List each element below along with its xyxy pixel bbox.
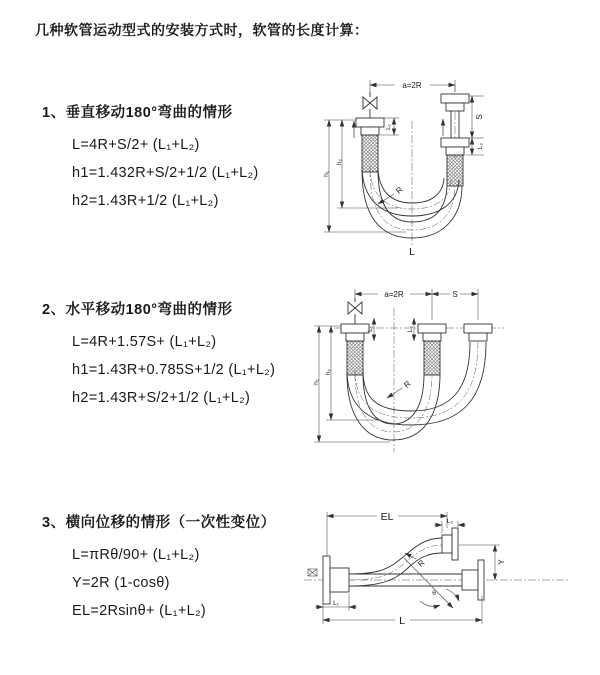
hose-u-bend-moved [347, 342, 486, 425]
svg-text:S: S [452, 290, 458, 299]
svg-text:h₂: h₂ [325, 368, 332, 376]
left-flange-fitting [341, 324, 369, 341]
dimension-a-2r [355, 288, 432, 320]
formula-h1: h1=1.432R+S/2+1/2 (L₁+L₂) [72, 165, 259, 181]
angle-theta [404, 558, 459, 608]
diagram-vertical-180-bend [310, 66, 565, 261]
svg-text:h₁: h₁ [313, 379, 320, 385]
hose-curved-position [349, 538, 442, 586]
middle-flange-fitting [418, 324, 446, 341]
section-2 [42, 298, 275, 412]
section-3-heading: 3、横向位移的情形（一次性变位） [42, 515, 276, 531]
length-label: L [409, 246, 415, 258]
position-mark [308, 569, 317, 576]
diagram-lateral-displacement [296, 498, 594, 648]
formula-h2: h2=1.43R+S/2+1/2 (L₁+L₂) [72, 390, 251, 406]
svg-text:L₂: L₂ [407, 325, 414, 333]
diagram-3-drawing [296, 498, 594, 648]
svg-text:L₂: L₂ [477, 142, 484, 150]
diagram-1-drawing [310, 66, 565, 261]
right-flange-fitting-top [441, 94, 469, 111]
right-flange-fitting [464, 324, 492, 341]
svg-text:a=2R: a=2R [384, 290, 404, 299]
section-2-heading: 2、水平移动180°弯曲的情形 [42, 302, 233, 318]
svg-text:a=2R: a=2R [402, 81, 422, 90]
formula-el: EL=2Rsinθ+ (L₁+L₂) [72, 603, 207, 619]
right-braided-hose [447, 155, 463, 186]
valve-icon [348, 298, 362, 324]
hose-u-bend-centerlines [370, 166, 455, 230]
left-braided-hose [347, 341, 363, 375]
svg-text:S: S [475, 114, 484, 120]
left-flange-fitting [323, 556, 349, 604]
svg-text:L₁: L₁ [333, 600, 339, 607]
section-1-formulas [72, 131, 259, 215]
section-3 [42, 511, 276, 625]
radius-label [387, 379, 413, 398]
svg-text:L₂: L₂ [446, 518, 454, 525]
svg-text:EL: EL [380, 511, 394, 523]
svg-text:R: R [394, 185, 405, 196]
formula-y: Y=2R (1-cosθ) [72, 575, 170, 591]
svg-text:R: R [402, 379, 413, 390]
formula-length: L=4R+1.57S+ (L₁+L₂) [72, 334, 217, 350]
valve-icon [363, 92, 377, 118]
left-flange-fitting [356, 118, 384, 135]
dimension-l1 [315, 594, 357, 611]
svg-text:h₂: h₂ [336, 158, 343, 166]
formula-length: L=4R+S/2+ (L₁+L₂) [72, 137, 200, 153]
radius-label [378, 185, 405, 204]
svg-text:Y: Y [497, 559, 506, 565]
svg-text:R: R [416, 558, 427, 569]
dimension-s [432, 288, 478, 320]
radius-label [405, 553, 427, 569]
svg-text:θ: θ [432, 590, 436, 597]
diagram-horizontal-180-bend [306, 282, 570, 467]
section-2-formulas [72, 328, 275, 412]
section-1 [42, 101, 259, 215]
middle-braided-hose [424, 341, 440, 375]
dimension-l1 [367, 318, 374, 341]
dimension-l2 [407, 318, 414, 341]
dimension-el [327, 509, 447, 556]
diagram-2-drawing [306, 282, 570, 467]
dimension-l [323, 596, 482, 627]
svg-text:L₁: L₁ [385, 124, 392, 130]
section-1-heading: 1、垂直移动180°弯曲的情形 [42, 105, 233, 121]
right-flange-fitting [462, 560, 484, 600]
svg-text:L₁: L₁ [367, 326, 374, 332]
hose-u-bend-initial [347, 374, 440, 440]
dimension-s [469, 96, 484, 138]
formula-length: L=πRθ/90+ (L₁+L₂) [72, 547, 200, 563]
section-3-formulas [72, 541, 276, 625]
right-flange-fitting-lower [441, 138, 469, 155]
dimension-a-2r [370, 79, 455, 94]
formula-h1: h1=1.43R+0.785S+1/2 (L₁+L₂) [72, 362, 276, 378]
upper-flange-fitting [442, 528, 458, 560]
svg-text:h₁: h₁ [323, 171, 330, 177]
dimension-l2 [434, 518, 466, 533]
formula-h2: h2=1.43R+1/2 (L₁+L₂) [72, 193, 219, 209]
page-title: 几种软管运动型式的安装方式时，软管的长度计算： [35, 22, 369, 38]
svg-text:L: L [399, 615, 405, 627]
